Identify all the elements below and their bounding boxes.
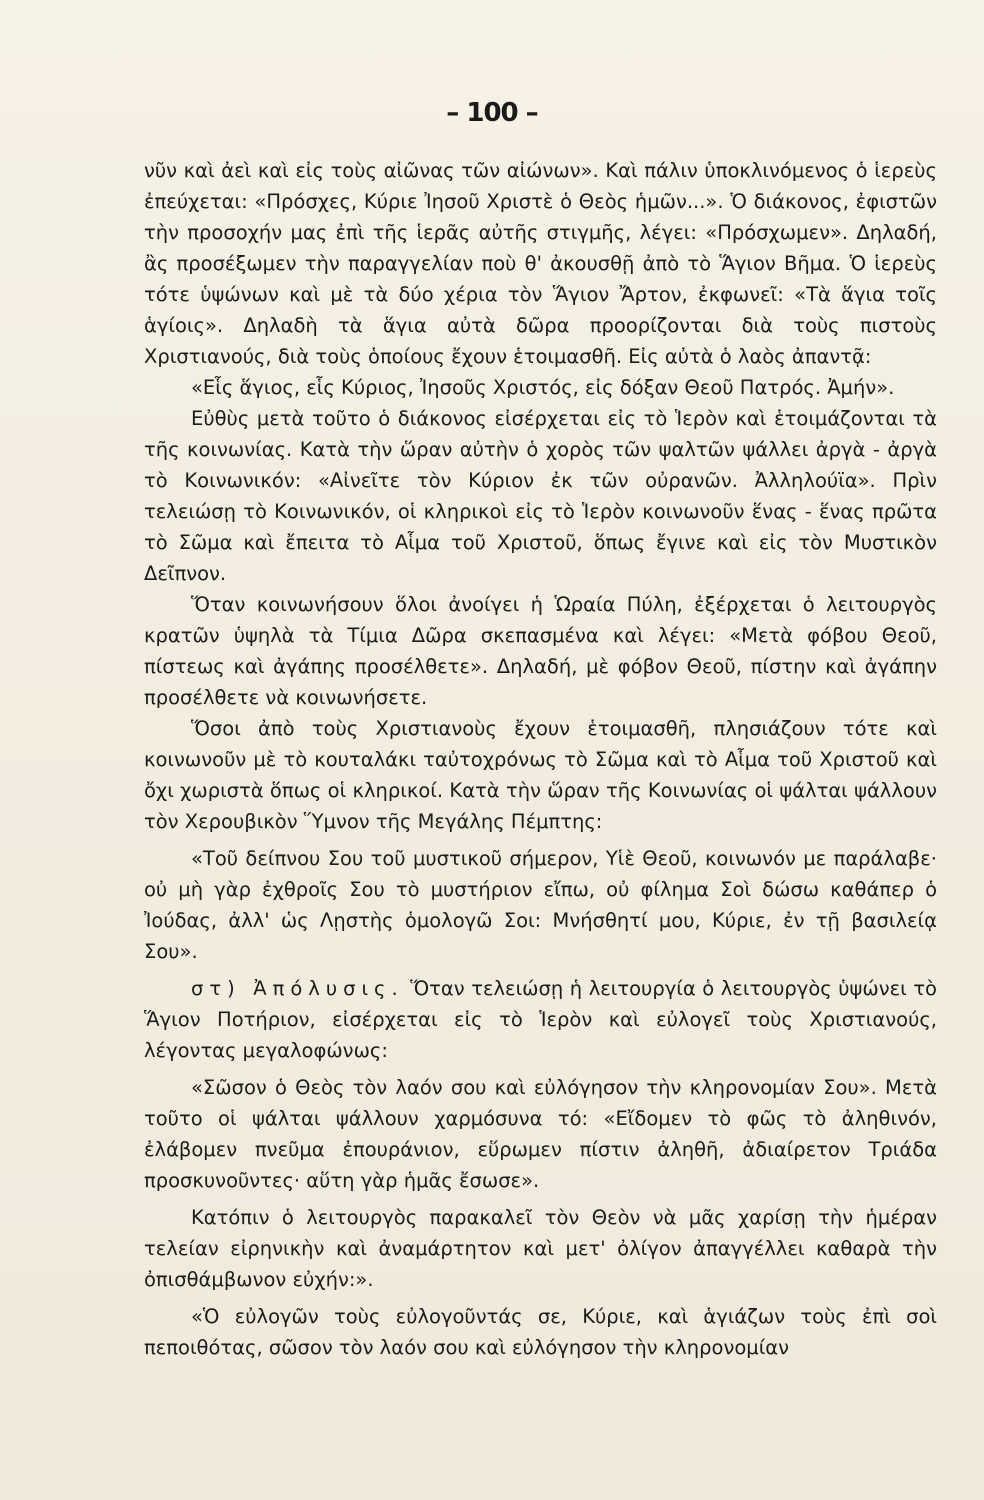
paragraph-6: «Τοῦ δείπνου Σου τοῦ μυστικοῦ σήμερον, Υἱὲ Θεοῦ, κοινωνόν με παράλαβε· οὐ μὴ γὰρ ἐχθροῖς Σου τὸ μυστήριον εἴπω, οὐ φίλημα Σοὶ δώσω καθάπερ ὁ Ἰούδας, ἀλλ' ὡς Λῃστὴς ὁμολογῶ Σοι: Μνήσθητί μου, Κύριε, ἐν τῇ βασιλείᾳ Σου». bbox=[144, 847, 937, 963]
paragraph-10: «Ὁ εὐλογῶν τοὺς εὐλογοῦντάς σε, Κύριε, καὶ ἁγιάζων τοὺς ἐπὶ σοὶ πεποιθότας, σῶσον τὸν λαόν σου καὶ εὐλόγησον τὴν κληρονομίαν bbox=[144, 1305, 937, 1359]
paragraph-8: «Σῶσον ὁ Θεὸς τὸν λαόν σου καὶ εὐλόγησον τὴν κληρονομίαν Σου». Μετὰ τοῦτο οἱ ψάλται ψάλλουν χαρμόσυνα τό: «Εἴδομεν τὸ φῶς τὸ ἀληθινόν, ἐλάβομεν πνεῦμα ἐπουράνιον, εὕρωμεν πίστιν ἀληθῆ, ἀδιαίρετον Τριάδα προσκυνοῦντες· αὕτη γὰρ ἡμᾶς ἔσωσε». bbox=[144, 1076, 937, 1192]
paragraph-5: Ὅσοι ἀπὸ τοὺς Χριστιανοὺς ἔχουν ἑτοιμασθῆ, πλησιάζουν τότε καὶ κοινωνοῦν μὲ τὸ κουταλάκι ταὐτοχρόνως τὸ Σῶμα καὶ τὸ Αἷμα τοῦ Χριστοῦ καὶ ὄχι χωριστὰ ὅπως οἱ κληρικοί. Κατὰ τὴν ὥραν τῆς Κοινωνίας οἱ ψάλται ψάλλουν τὸν Χερουβικὸν Ὕμνον τῆς Μεγάλης Πέμπτης: bbox=[144, 717, 937, 833]
section-label: στ) Ἀπόλυσις. bbox=[191, 977, 404, 1000]
paragraph-7-text: Ὅταν τελειώσῃ ἡ λειτουργία ὁ λειτουργὸς ὑψώνει τὸ Ἅγιον Ποτήριον, εἰσέρχεται εἰς τὸ Ἱερὸν καὶ εὐλογεῖ τοὺς Χριστιανούς, λέγοντας μεγαλοφώνως: bbox=[144, 977, 937, 1062]
paragraph-9: Κατόπιν ὁ λειτουργὸς παρακαλεῖ τὸν Θεὸν νὰ μᾶς χαρίσῃ τὴν ἡμέραν τελείαν εἰρηνικὴν καὶ ἀναμάρτητον καὶ μετ' ὀλίγον ἀπαγγέλλει καθαρὰ τὴν ὀπισθάμβωνον εὐχήν:». bbox=[144, 1206, 937, 1291]
paragraph-2: «Εἷς ἅγιος, εἷς Κύριος, Ἰησοῦς Χριστός, εἰς δόξαν Θεοῦ Πατρός. Ἀμήν». bbox=[191, 376, 895, 399]
page-number: – 100 – bbox=[446, 98, 538, 128]
paragraph-7 bbox=[144, 973, 937, 1066]
body-text bbox=[144, 155, 937, 1363]
paragraph-1: νῦν καὶ ἀεὶ καὶ εἰς τοὺς αἰῶνας τῶν αἰώνων». Καὶ πάλιν ὑποκλινόμενος ὁ ἱερεὺς ἐπεύχεται: «Πρόσχες, Κύριε Ἰησοῦ Χριστὲ ὁ Θεὸς ἡμῶν...». Ὁ διάκονος, ἐφιστῶν τὴν προσοχήν μας ἐπὶ τῆς ἱερᾶς αὐτῆς στιγμῆς, λέγει: «Πρόσχωμεν». Δηλαδή, ἂς προσέξωμεν τὴν παραγγελίαν ποὺ θ' ἀκουσθῇ ἀπὸ τὸ Ἅγιον Βῆμα. Ὁ ἱερεὺς τότε ὑψώνων καὶ μὲ τὰ δύο χέρια τὸν Ἅγιον Ἄρτον, ἐκφωνεῖ: «Τὰ ἅγια τοῖς ἁγίοις». Δηλαδὴ τὰ ἅγια αὐτὰ δῶρα προορίζονται διὰ τοὺς πιστοὺς Χριστιανούς, διὰ τοὺς ὁποίους ἔχουν ἑτοιμασθῆ. Εἰς αὐτὰ ὁ λαὸς ἀπαντᾷ: bbox=[144, 159, 937, 368]
paragraph-3: Εὐθὺς μετὰ τοῦτο ὁ διάκονος εἰσέρχεται εἰς τὸ Ἱερὸν καὶ ἑτοιμάζονται τὰ τῆς κοινωνίας. Κατὰ τὴν ὥραν αὐτὴν ὁ χορὸς τῶν ψαλτῶν ψάλλει ἀργὰ - ἀργὰ τὸ Κοινωνικόν: «Αἰνεῖτε τὸν Κύριον ἐκ τῶν οὐρανῶν. Ἀλληλούϊα». Πρὶν τελειώσῃ τὸ Κοινωνικόν, οἱ κληρικοὶ εἰς τὸ Ἱερὸν κοινωνοῦν ἕνας - ἕνας πρῶτα τὸ Σῶμα καὶ ἔπειτα τὸ Αἷμα τοῦ Χριστοῦ, ὅπως ἔγινε καὶ εἰς τὸν Μυστικὸν Δεῖπνον. bbox=[144, 407, 937, 585]
paragraph-4: Ὅταν κοινωνήσουν ὅλοι ἀνοίγει ἡ Ὡραία Πύλη, ἐξέρχεται ὁ λειτουργὸς κρατῶν ὑψηλὰ τὰ Τίμια Δῶρα σκεπασμένα καὶ λέγει: «Μετὰ φόβου Θεοῦ, πίστεως καὶ ἀγάπης προσέλθετε». Δηλαδή, μὲ φόβον Θεοῦ, πίστην καὶ ἀγάπην προσέλθετε νὰ κοινωνήσετε. bbox=[144, 593, 937, 709]
